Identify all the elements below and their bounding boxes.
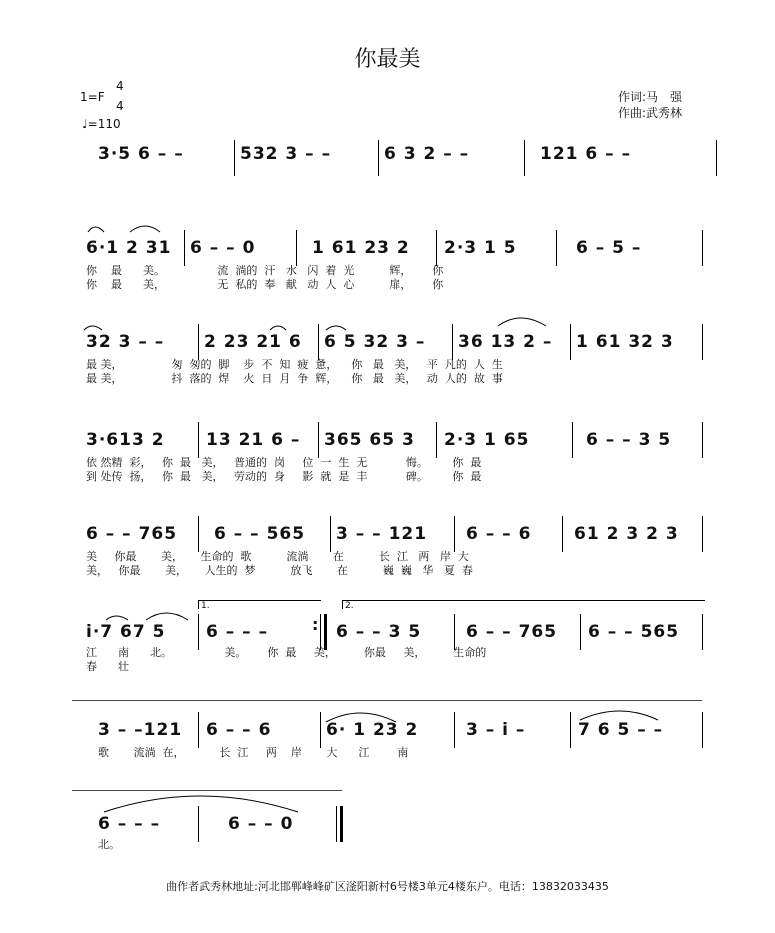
measure: 6 – – 6 bbox=[206, 720, 272, 740]
composer-contact-footer: 曲作者武秀林地址:河北邯郸峰峰矿区滏阳新村6号楼3单元4楼东户。电话：13832033435 bbox=[166, 880, 609, 893]
measure: 3 – i – bbox=[466, 720, 526, 740]
lyrics-verse-1: 歌 流淌 在， 长 江 两 岸 大 江 南 bbox=[98, 746, 409, 759]
lyrics-verse-1: 江 南 北。 美。 你 最 美， 你最 美， 生命的 bbox=[86, 646, 487, 659]
lyrics-verse-1: 北。 bbox=[98, 838, 120, 851]
measure: 61 2 3 2 3 bbox=[574, 524, 679, 544]
measure: 6 – – 3 5 bbox=[336, 622, 422, 642]
measure: 6· 1 23 2 bbox=[326, 720, 419, 740]
lyrics-verse-2: 到 处传 扬， 你 最 美， 劳动的 身 影 就 是 丰 碑。 你 最 bbox=[86, 470, 482, 483]
measure: 6 – – – bbox=[206, 622, 269, 642]
measure: 36 13 2 – bbox=[458, 332, 553, 352]
measure: 6 3 2 – – bbox=[384, 144, 470, 164]
measure: 6 5 32 3 – bbox=[324, 332, 426, 352]
measure: 6 – – 565 bbox=[214, 524, 306, 544]
measure: 365 65 3 bbox=[324, 430, 415, 450]
measure: 6 – – 0 bbox=[228, 814, 294, 834]
measure: 32 3 – – bbox=[86, 332, 165, 352]
lyrics-verse-1: 最 美， 匆 匆的 脚 步 不 知 疲 惫， 你 最 美， 平 凡的 人 生 bbox=[86, 358, 503, 371]
measure: 13 21 6 – bbox=[206, 430, 301, 450]
measure: 1 61 23 2 bbox=[312, 238, 410, 258]
slur bbox=[498, 318, 546, 326]
song-title: 你最美 bbox=[354, 47, 421, 72]
measure: 6·1 2 31 bbox=[86, 238, 172, 258]
lyrics-verse-1: 依 然精 彩， 你 最 美， 普通的 岗 位 一 生 无 悔。 你 最 bbox=[86, 456, 482, 469]
measure: 6 – – 565 bbox=[588, 622, 680, 642]
lyrics-verse-2: 春 壮 bbox=[86, 660, 129, 673]
measure: 1 61 32 3 bbox=[576, 332, 674, 352]
measure: 532 3 – – bbox=[240, 144, 332, 164]
slur bbox=[84, 326, 102, 330]
measure: 6 – – 765 bbox=[466, 622, 558, 642]
slur bbox=[130, 226, 160, 232]
slur bbox=[146, 613, 188, 620]
measure: 6 – 5 – bbox=[576, 238, 642, 258]
lyrics-verse-1: 美 你最 美， 生命的 歌 流淌 在 长 江 两 岸 大 bbox=[86, 550, 469, 563]
measure: 7 6 5 – – bbox=[578, 720, 664, 740]
lyrics-verse-2: 你 最 美， 无 私的 奉 献 动 人 心 扉， 你 bbox=[86, 278, 444, 291]
measure: 3 – –121 bbox=[98, 720, 183, 740]
slur bbox=[326, 713, 396, 722]
slur bbox=[88, 227, 104, 232]
measure: 3·613 2 bbox=[86, 430, 165, 450]
measure: 121 6 – – bbox=[540, 144, 632, 164]
slur bbox=[106, 616, 128, 620]
lyrics-verse-1: 你 最 美。 流 淌的 汗 水 闪 着 光 辉， 你 bbox=[86, 264, 444, 277]
measure: 6 – – 0 bbox=[190, 238, 256, 258]
measure: 6 – – 6 bbox=[466, 524, 532, 544]
tempo-marking: ♩=110 bbox=[82, 117, 121, 131]
measure: 2·3 1 65 bbox=[444, 430, 530, 450]
lyricist-credit: 作词:马 强 bbox=[618, 90, 683, 104]
key-signature: 1=F bbox=[80, 90, 105, 104]
measure: 2·3 1 5 bbox=[444, 238, 517, 258]
slur bbox=[326, 326, 346, 330]
slur bbox=[270, 326, 286, 330]
time-signature-bottom: 4 bbox=[116, 99, 124, 113]
lyrics-verse-2: 最 美， 抖 落的 焊 火 日 月 争 辉， 你 最 美， 动 人的 故 事 bbox=[86, 372, 503, 385]
lyrics-verse-2: 美， 你最 美， 人生的 梦 放飞 在 巍 巍 华 夏 春 bbox=[86, 564, 473, 577]
measure: 3·5 6 – – bbox=[98, 144, 184, 164]
time-signature-top: 4 bbox=[116, 79, 124, 93]
slur bbox=[580, 711, 658, 720]
measure: 6 – – 3 5 bbox=[586, 430, 672, 450]
slur bbox=[104, 796, 298, 812]
measure: 6 – – – bbox=[98, 814, 161, 834]
first-ending-bracket: 1. bbox=[198, 600, 321, 609]
measure: 3 – – 121 bbox=[336, 524, 428, 544]
measure: 2 23 21 6 bbox=[204, 332, 302, 352]
repeat-dots: : bbox=[312, 615, 319, 634]
measure: 6 – – 765 bbox=[86, 524, 178, 544]
second-ending-bracket: 2. bbox=[342, 600, 705, 609]
composer-credit: 作曲:武秀林 bbox=[618, 106, 683, 120]
measure: i·7 67 5 bbox=[86, 622, 166, 642]
